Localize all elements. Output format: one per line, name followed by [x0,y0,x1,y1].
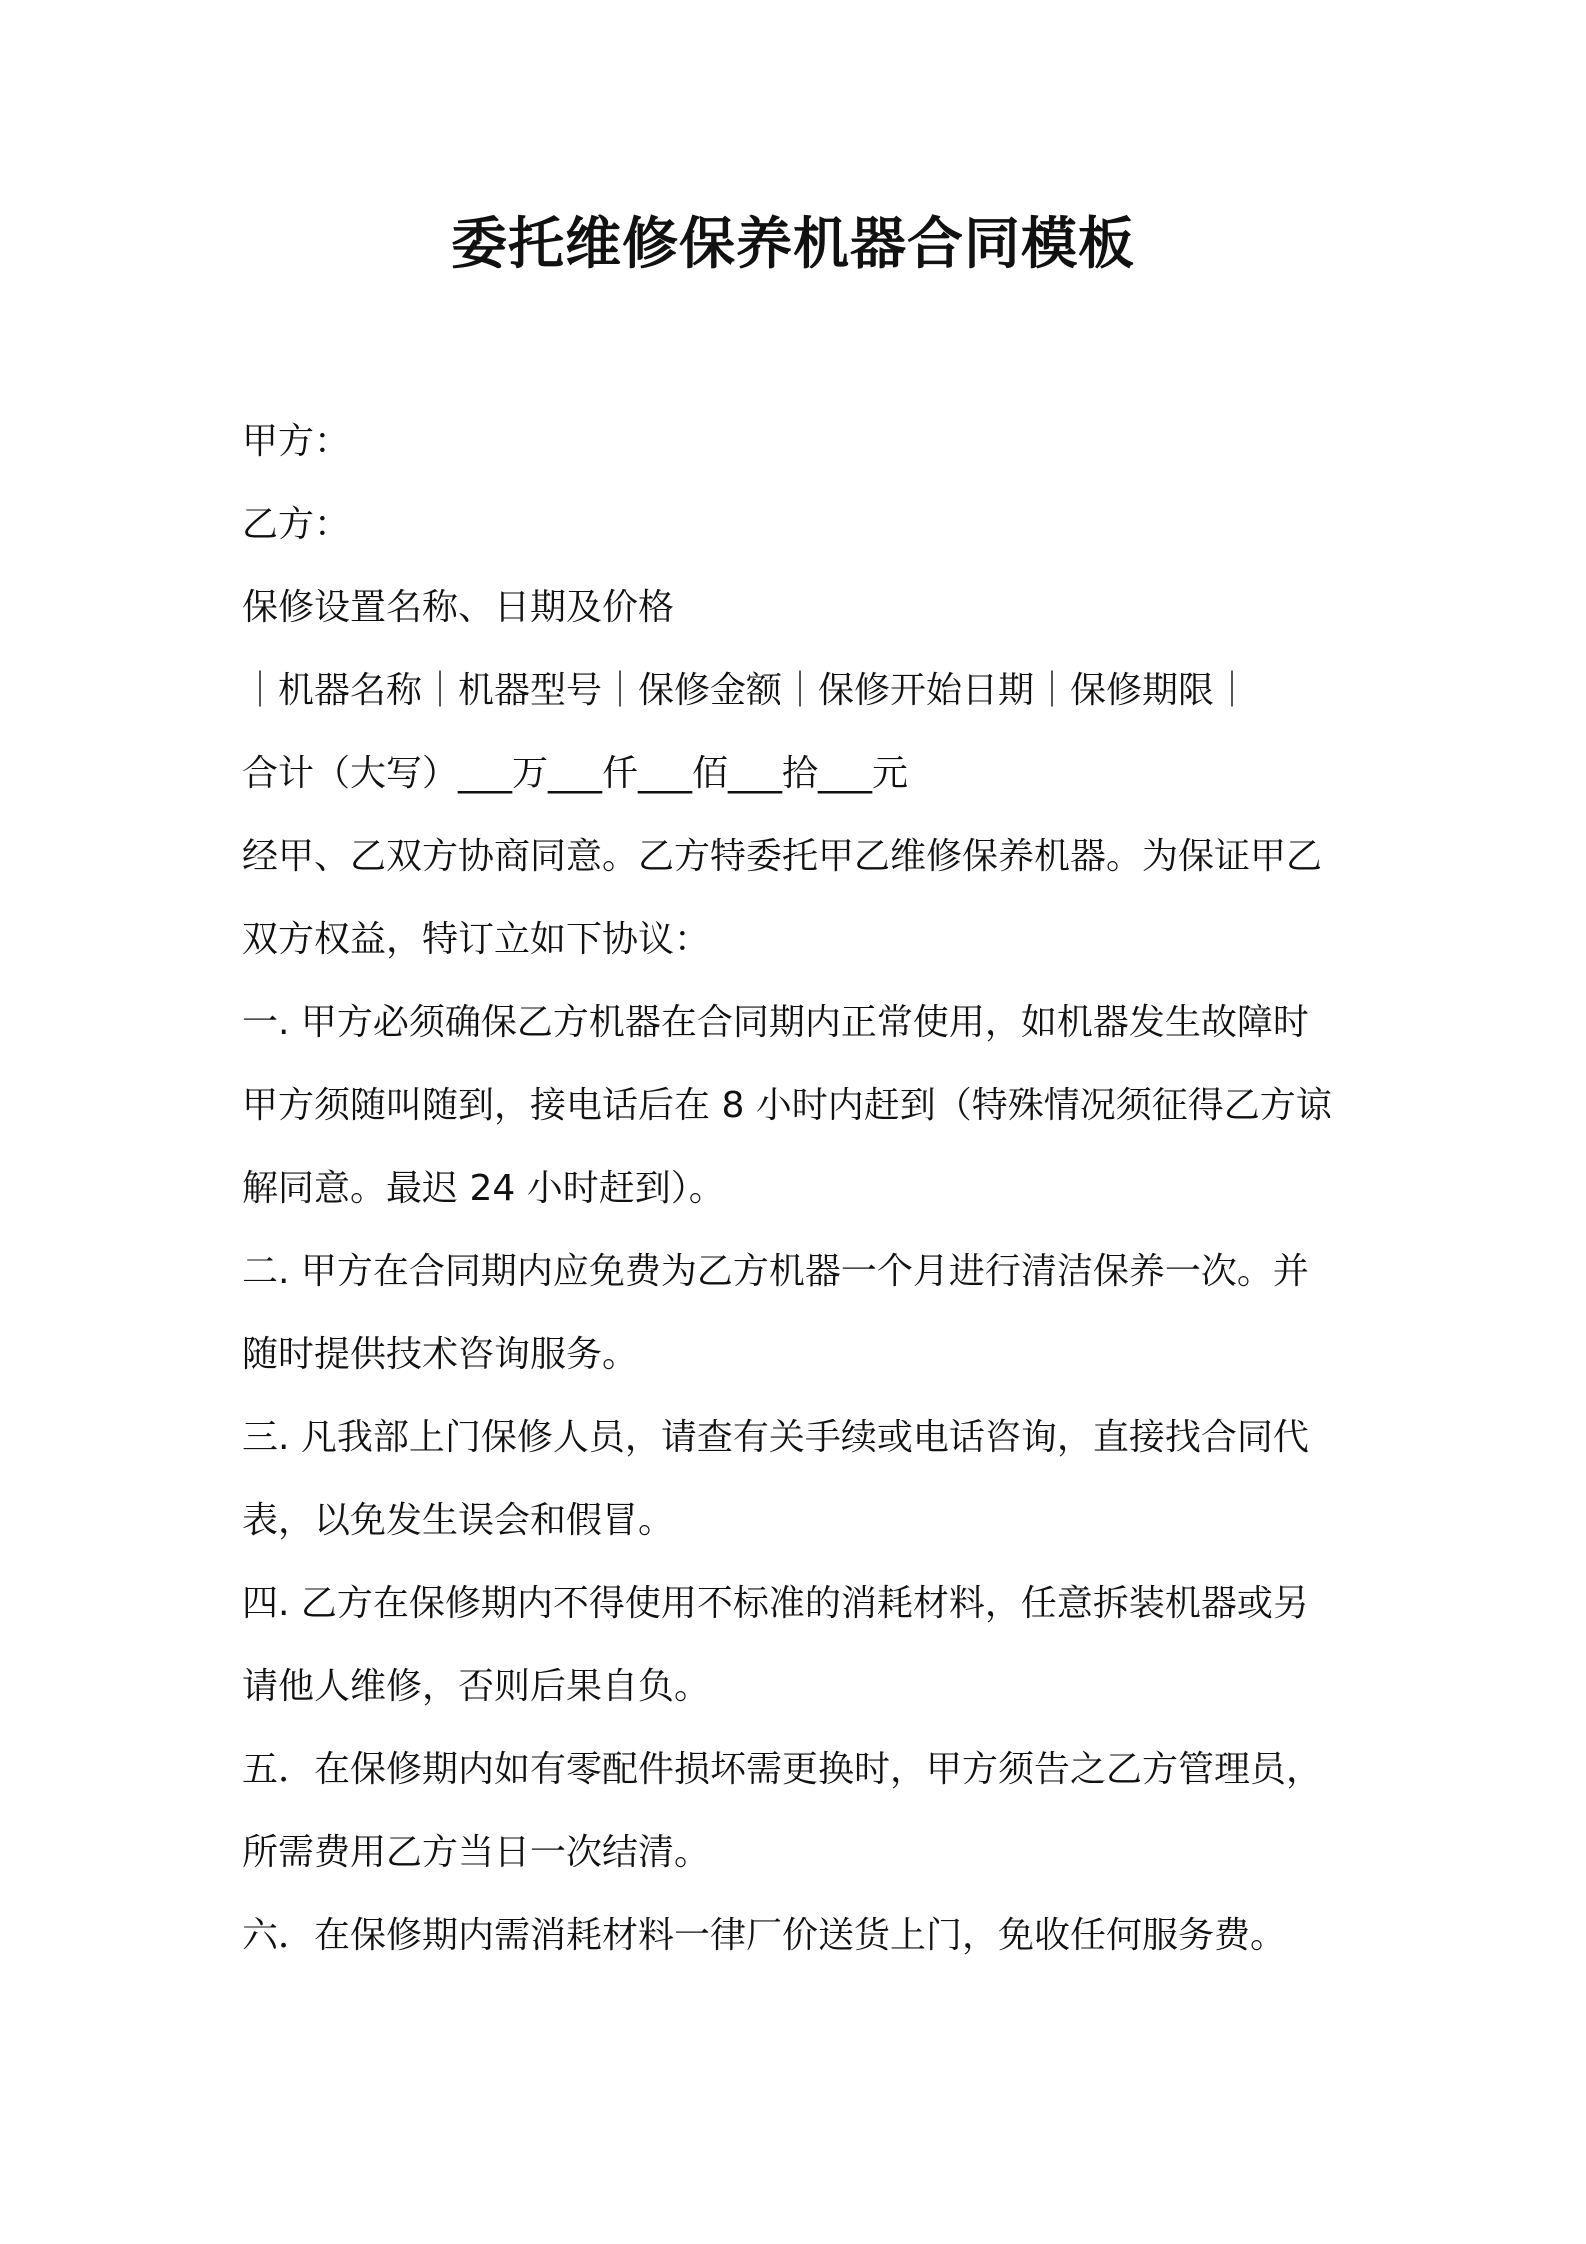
party-b-label: 乙方： [242,504,351,545]
clause-5-line: 五．在保修期内如有零配件损坏需更换时，甲方须告之乙方管理员， [242,1749,1323,1790]
clause-1-line: 甲方须随叫随到，接电话后在 8 小时内赶到（特殊情况须征得乙方谅 [242,1085,1332,1126]
total-amount-line: 合计（大写）___万___仟___佰___拾___元 [242,753,909,794]
clause-6-line: 六．在保修期内需消耗材料一律厂价送货上门，免收任何服务费。 [242,1915,1287,1956]
clause-2-line: 随时提供技术咨询服务。 [242,1334,639,1375]
clause-5-line: 所需费用乙方当日一次结清。 [242,1832,711,1873]
clause-3-line: 表，以免发生误会和假冒。 [242,1500,675,1541]
document-body [242,400,1352,1977]
party-a-label: 甲方： [242,421,351,462]
clause-1-line: 解同意。最迟 24 小时赶到）。 [242,1168,725,1209]
clause-4-line: 四. 乙方在保修期内不得使用不标准的消耗材料，任意拆装机器或另 [242,1583,1309,1624]
document-title: 委托维修保养机器合同模板 [451,212,1135,277]
warranty-table-header: ｜机器名称｜机器型号｜保修金额｜保修开始日期｜保修期限｜ [242,670,1251,711]
clause-2-line: 二. 甲方在合同期内应免费为乙方机器一个月进行清洁保养一次。并 [242,1251,1309,1292]
preamble-line: 双方权益，特订立如下协议： [242,919,711,960]
warranty-section-heading: 保修设置名称、日期及价格 [242,587,675,628]
clause-4-line: 请他人维修，否则后果自负。 [242,1666,711,1707]
clause-1-line: 一. 甲方必须确保乙方机器在合同期内正常使用，如机器发生故障时 [242,1002,1309,1043]
clause-3-line: 三. 凡我部上门保修人员，请查有关手续或电话咨询，直接找合同代 [242,1417,1309,1458]
preamble-line: 经甲、乙双方协商同意。乙方特委托甲乙维修保养机器。为保证甲乙 [242,836,1323,877]
